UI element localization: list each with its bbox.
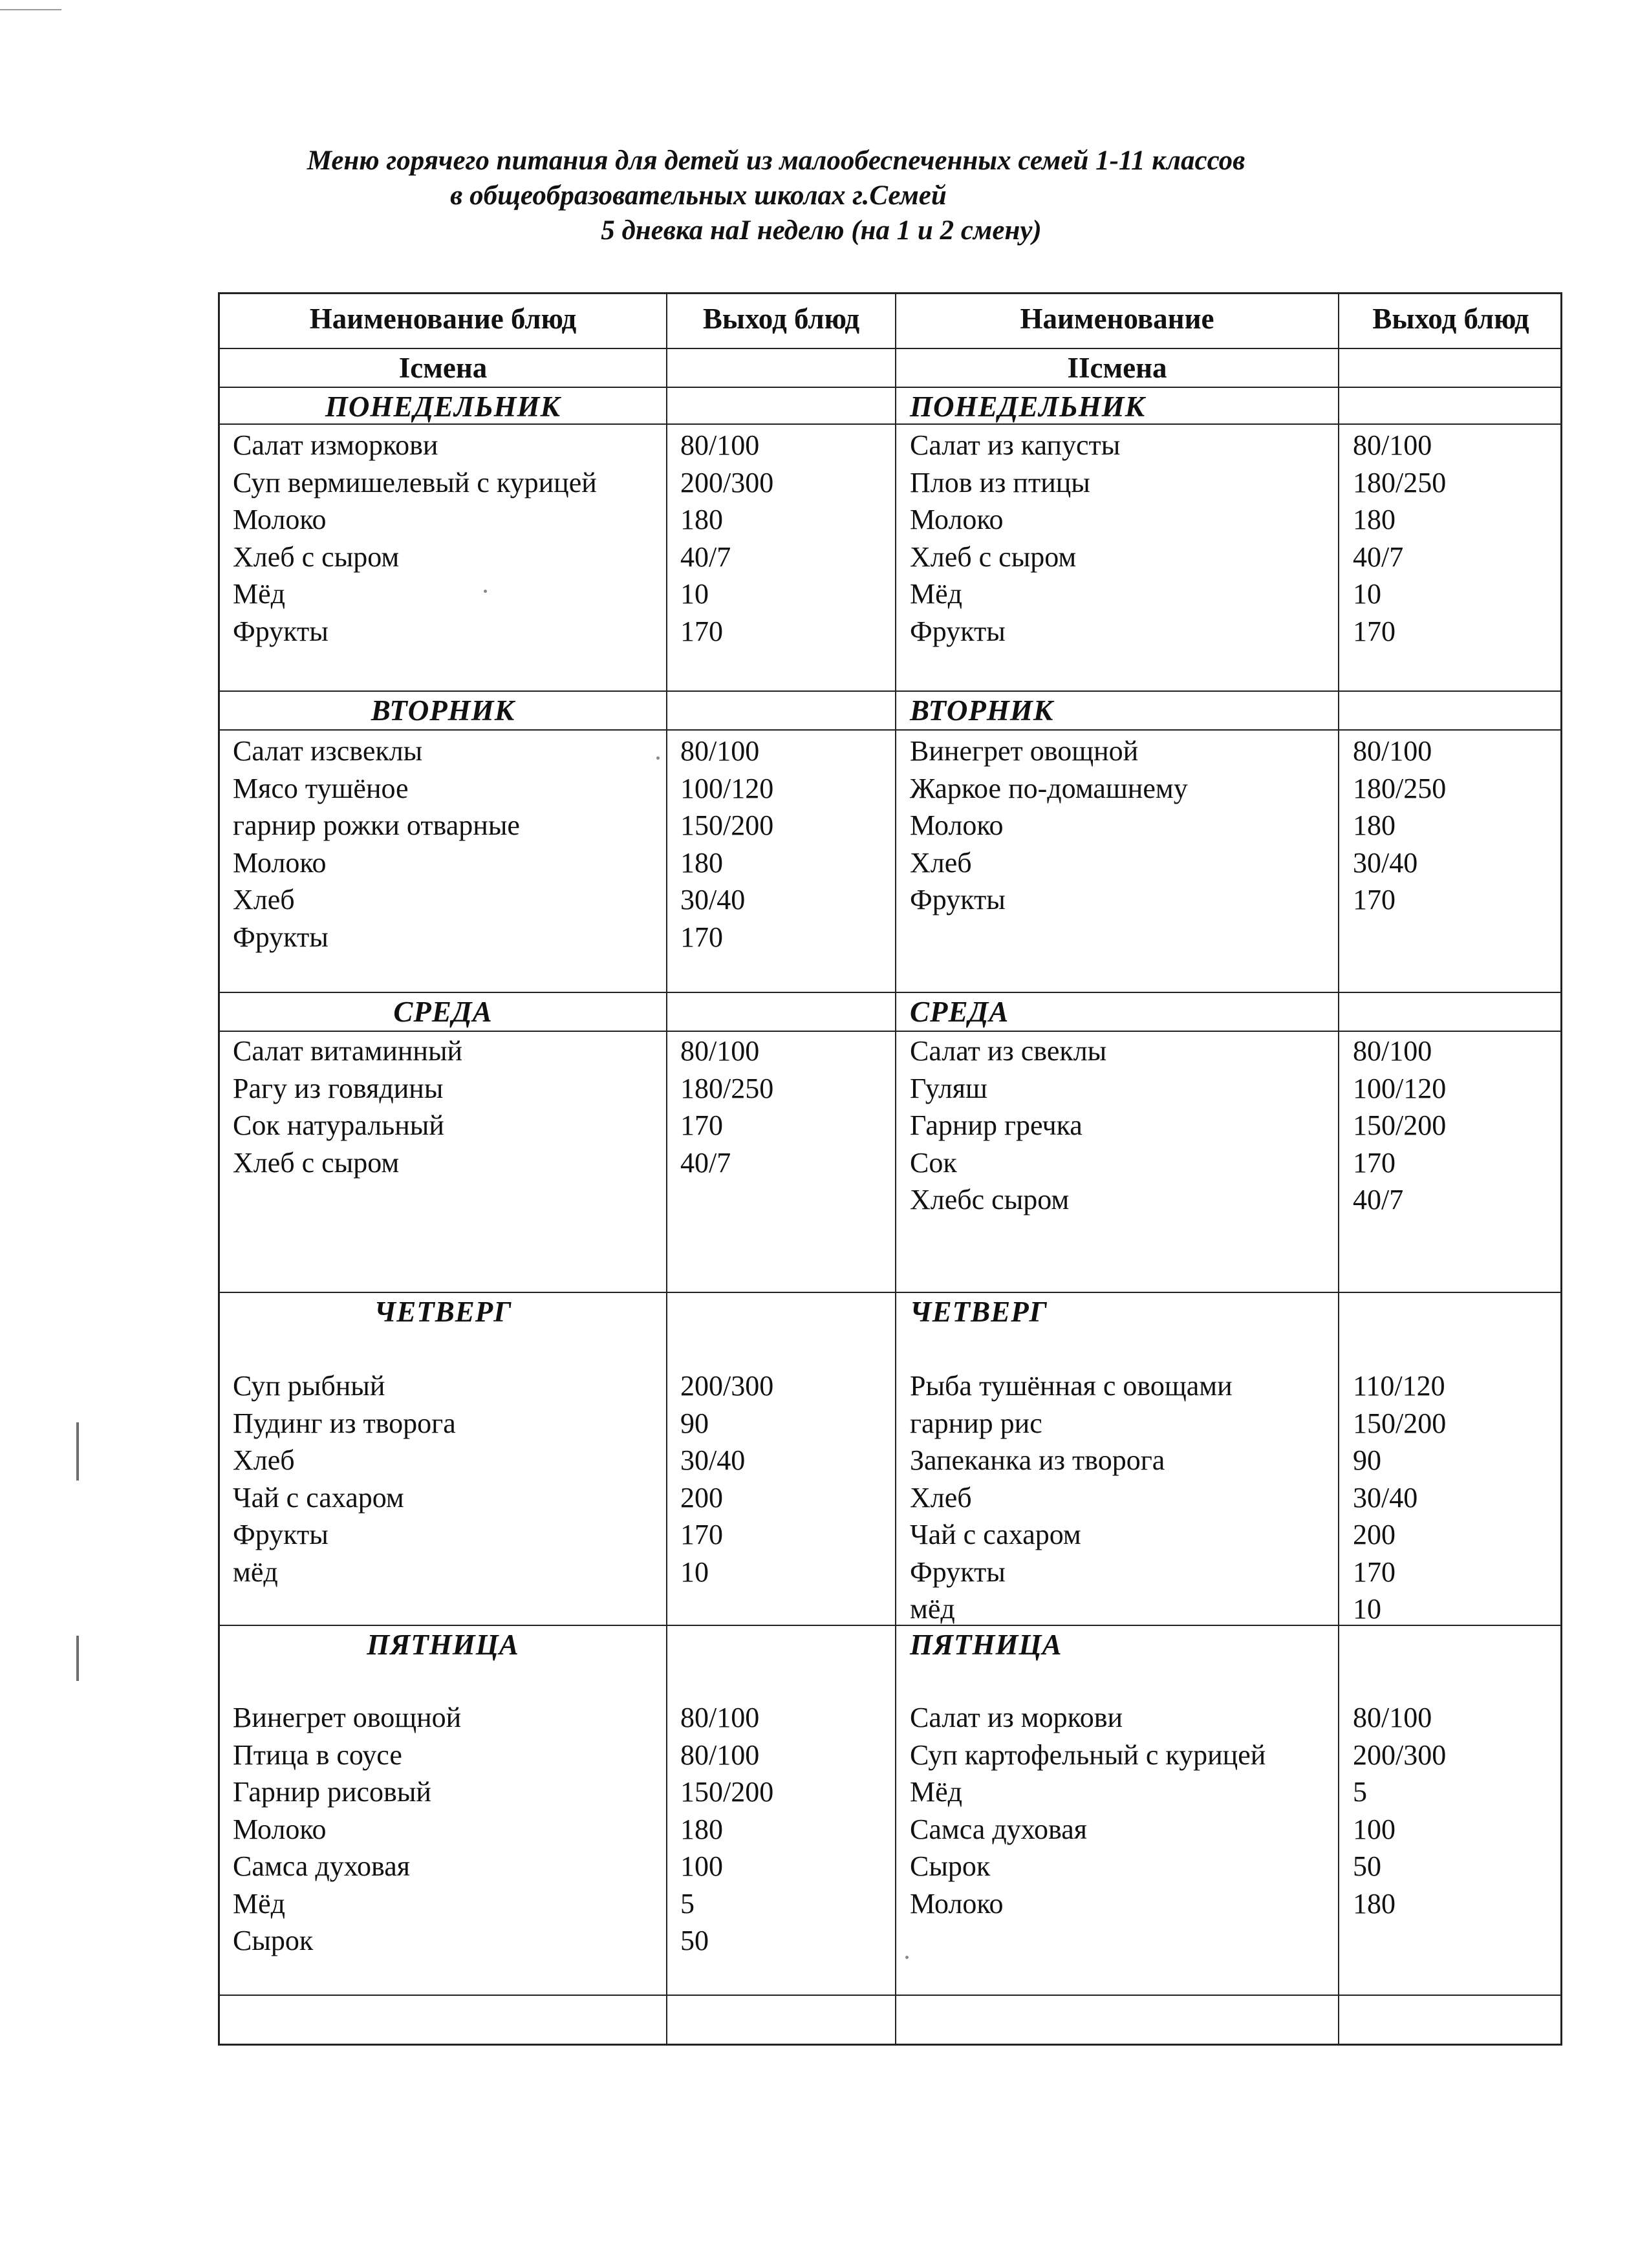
dish-portion: 80/100: [1353, 429, 1432, 461]
day-name-first-shift: ПЯТНИЦА: [367, 1629, 519, 1661]
dish-portion: 170: [1353, 1146, 1396, 1179]
row-divider: [220, 690, 1560, 692]
dish-name: Хлеб: [910, 846, 972, 879]
dish-name: Фрукты: [233, 1519, 329, 1550]
shift-first: Iсмена: [398, 352, 488, 384]
menu-table: [218, 292, 1562, 2046]
dish-portion: 5: [680, 1887, 695, 1920]
dish-name: Фрукты: [910, 884, 1006, 915]
row-divider: [220, 1995, 1560, 1996]
dish-name: Салат изсвеклы: [233, 735, 423, 767]
dish-portion: 170: [680, 1109, 723, 1141]
dish-name: Хлеб с сыром: [910, 540, 1077, 573]
dish-name: Хлебс сыром: [910, 1184, 1070, 1215]
dish-portion: 50: [680, 1925, 709, 1956]
dish-portion: 30/40: [1353, 846, 1418, 879]
dish-name: Хлеб: [910, 1481, 972, 1514]
dish-portion: 80/100: [1353, 1702, 1432, 1733]
dish-portion: 10: [680, 578, 709, 610]
dish-portion: 90: [680, 1407, 709, 1439]
dish-name: Хлеб с сыром: [233, 540, 400, 573]
dish-name: Молоко: [233, 846, 327, 879]
dish-portion: 180: [1353, 504, 1396, 535]
column-divider: [895, 294, 896, 2044]
dish-name: Сырок: [233, 1925, 314, 1956]
dish-portion: 80/100: [680, 735, 760, 767]
dish-portion: 180: [1353, 809, 1396, 841]
dish-portion: 150/200: [1353, 1407, 1447, 1439]
dish-portion: 170: [680, 615, 723, 647]
day-name-second-shift: ПОНЕДЕЛЬНИК: [910, 390, 1146, 423]
column-divider: [1338, 294, 1339, 2044]
dish-name: Гарнир гречка: [910, 1109, 1083, 1141]
dish-portion: 100/120: [1353, 1072, 1447, 1104]
dish-name: Молоко: [910, 1887, 1004, 1920]
row-divider: [220, 729, 1560, 731]
dish-portion: 200: [1353, 1519, 1396, 1550]
dish-portion: 10: [1353, 578, 1381, 610]
dish-portion: 100: [1353, 1813, 1396, 1845]
dish-name: Молоко: [233, 504, 327, 535]
dish-name: Молоко: [233, 1813, 327, 1845]
dish-portion: 80/100: [680, 1702, 760, 1733]
day-name-first-shift: ЧЕТВЕРГ: [374, 1296, 512, 1328]
dish-portion: 180: [680, 1813, 723, 1845]
header-dish-name-2: Наименование: [1020, 303, 1214, 335]
dish-portion: 40/7: [680, 1146, 731, 1179]
dish-portion: 90: [1353, 1444, 1381, 1476]
day-name-second-shift: ЧЕТВЕРГ: [910, 1296, 1048, 1328]
dish-portion: 150/200: [1353, 1109, 1447, 1141]
dish-name: Салат из свеклы: [910, 1035, 1107, 1067]
dish-name: Хлеб: [233, 884, 295, 915]
dish-name: Сок: [910, 1146, 957, 1179]
dish-portion: 150/200: [680, 809, 774, 841]
scan-edge-tick: [76, 1422, 79, 1481]
dish-name: Самса духовая: [233, 1850, 410, 1882]
dish-portion: 80/100: [680, 1738, 760, 1771]
dish-name: Чай с сахаром: [910, 1519, 1081, 1550]
dish-name: Винегрет овощной: [233, 1702, 462, 1733]
dish-name: Фрукты: [910, 615, 1006, 647]
dish-name: Рагу из говядины: [233, 1072, 444, 1104]
dish-name: Сок натуральный: [233, 1109, 444, 1141]
dish-name: гарнир рожки отварные: [233, 809, 520, 841]
day-name-second-shift: ВТОРНИК: [910, 694, 1054, 727]
dish-name: мёд: [910, 1593, 955, 1625]
row-divider: [220, 1031, 1560, 1032]
dish-name: Самса духовая: [910, 1813, 1087, 1845]
dish-portion: 200/300: [680, 1370, 774, 1402]
dish-portion: 180: [680, 504, 723, 535]
dish-name: Мёд: [910, 578, 963, 610]
dish-name: Фрукты: [233, 921, 329, 953]
dish-portion: 180/250: [1353, 772, 1447, 804]
dish-portion: 170: [1353, 1556, 1396, 1588]
dish-portion: 200: [680, 1481, 723, 1514]
dish-name: Плов из птицы: [910, 466, 1090, 498]
dish-name: Салат изморкови: [233, 429, 438, 461]
dish-portion: 180: [680, 846, 723, 879]
dish-portion: 110/120: [1353, 1370, 1445, 1402]
shift-second: IIсмена: [1067, 352, 1167, 384]
dish-portion: 80/100: [680, 1035, 760, 1067]
dish-portion: 200/300: [1353, 1738, 1447, 1771]
dish-portion: 100: [680, 1850, 723, 1882]
dish-name: Рыба тушённая с овощами: [910, 1370, 1233, 1402]
dish-portion: 170: [1353, 884, 1396, 915]
day-name-first-shift: ВТОРНИК: [371, 694, 515, 727]
dish-portion: 200/300: [680, 466, 774, 498]
dish-portion: 30/40: [1353, 1481, 1418, 1514]
dish-portion: 80/100: [1353, 735, 1432, 767]
dish-name: Сырок: [910, 1850, 991, 1882]
dish-portion: 5: [1353, 1776, 1367, 1808]
dish-name: Хлеб: [233, 1444, 295, 1476]
dish-name: гарнир рис: [910, 1407, 1042, 1439]
day-name-first-shift: ПОНЕДЕЛЬНИК: [325, 390, 561, 423]
dish-portion: 180/250: [1353, 466, 1447, 498]
dish-name: Мёд: [233, 1887, 286, 1920]
dish-portion: 170: [680, 1519, 723, 1550]
column-divider: [666, 294, 667, 2044]
dish-name: Гуляш: [910, 1072, 987, 1104]
dish-portion: 10: [680, 1556, 709, 1588]
dish-portion: 30/40: [680, 884, 746, 915]
dish-name: Птица в соусе: [233, 1738, 402, 1771]
document-subtitle: в общеобразовательных школах г.Семей: [450, 180, 947, 211]
dish-name: Чай с сахаром: [233, 1481, 404, 1514]
dish-portion: 180/250: [680, 1072, 774, 1104]
dish-name: Молоко: [910, 809, 1004, 841]
row-divider: [220, 348, 1560, 349]
dish-portion: 80/100: [1353, 1035, 1432, 1067]
dish-name: Фрукты: [233, 615, 329, 647]
dish-name: Фрукты: [910, 1556, 1006, 1588]
row-divider: [220, 1292, 1560, 1293]
document-title: Меню горячего питания для детей из малообеспеченных семей 1-11 классов: [307, 145, 1245, 176]
dish-name: Мёд: [233, 578, 286, 610]
dish-name: Салат из моркови: [910, 1702, 1123, 1733]
header-dish-name: Наименование блюд: [309, 303, 577, 335]
dish-portion: 100/120: [680, 772, 774, 804]
dish-portion: 40/7: [1353, 540, 1404, 573]
dish-name: Суп картофельный с курицей: [910, 1738, 1266, 1771]
row-divider: [220, 387, 1560, 388]
document-period: 5 дневка наI неделю (на 1 и 2 смену): [601, 215, 1042, 246]
header-portion: Выход блюд: [702, 303, 860, 335]
header-portion-2: Выход блюд: [1372, 303, 1529, 335]
dish-portion: 80/100: [680, 429, 760, 461]
dish-portion: 50: [1353, 1850, 1381, 1882]
day-name-second-shift: СРЕДА: [910, 996, 1009, 1028]
scan-edge-mark: [0, 9, 61, 10]
dish-name: Гарнир рисовый: [233, 1776, 431, 1808]
dish-name: Пудинг из творога: [233, 1407, 456, 1439]
dish-portion: 180: [1353, 1887, 1396, 1920]
dish-name: Суп рыбный: [233, 1370, 385, 1402]
dish-name: Суп вермишелевый с курицей: [233, 466, 597, 498]
dish-portion: 170: [1353, 615, 1396, 647]
dish-portion: 150/200: [680, 1776, 774, 1808]
dish-name: Запеканка из творога: [910, 1444, 1165, 1476]
dish-name: Салат витаминный: [233, 1035, 463, 1067]
dish-name: Жаркое по-домашнему: [910, 772, 1188, 804]
scan-edge-tick: [76, 1636, 79, 1681]
dish-portion: 40/7: [680, 540, 731, 573]
dish-portion: 30/40: [680, 1444, 746, 1476]
dish-portion: 10: [1353, 1593, 1381, 1625]
dish-name: Мёд: [910, 1776, 963, 1808]
dish-name: мёд: [233, 1556, 278, 1588]
day-name-first-shift: СРЕДА: [393, 996, 493, 1028]
dish-portion: 170: [680, 921, 723, 953]
dish-name: Салат из капусты: [910, 429, 1121, 461]
row-divider: [220, 992, 1560, 993]
dish-portion: 40/7: [1353, 1184, 1404, 1215]
dish-name: Хлеб с сыром: [233, 1146, 400, 1179]
dish-name: Молоко: [910, 504, 1004, 535]
day-name-second-shift: ПЯТНИЦА: [910, 1629, 1062, 1661]
dish-name: Мясо тушёное: [233, 772, 409, 804]
dish-name: Винегрет овощной: [910, 735, 1139, 767]
